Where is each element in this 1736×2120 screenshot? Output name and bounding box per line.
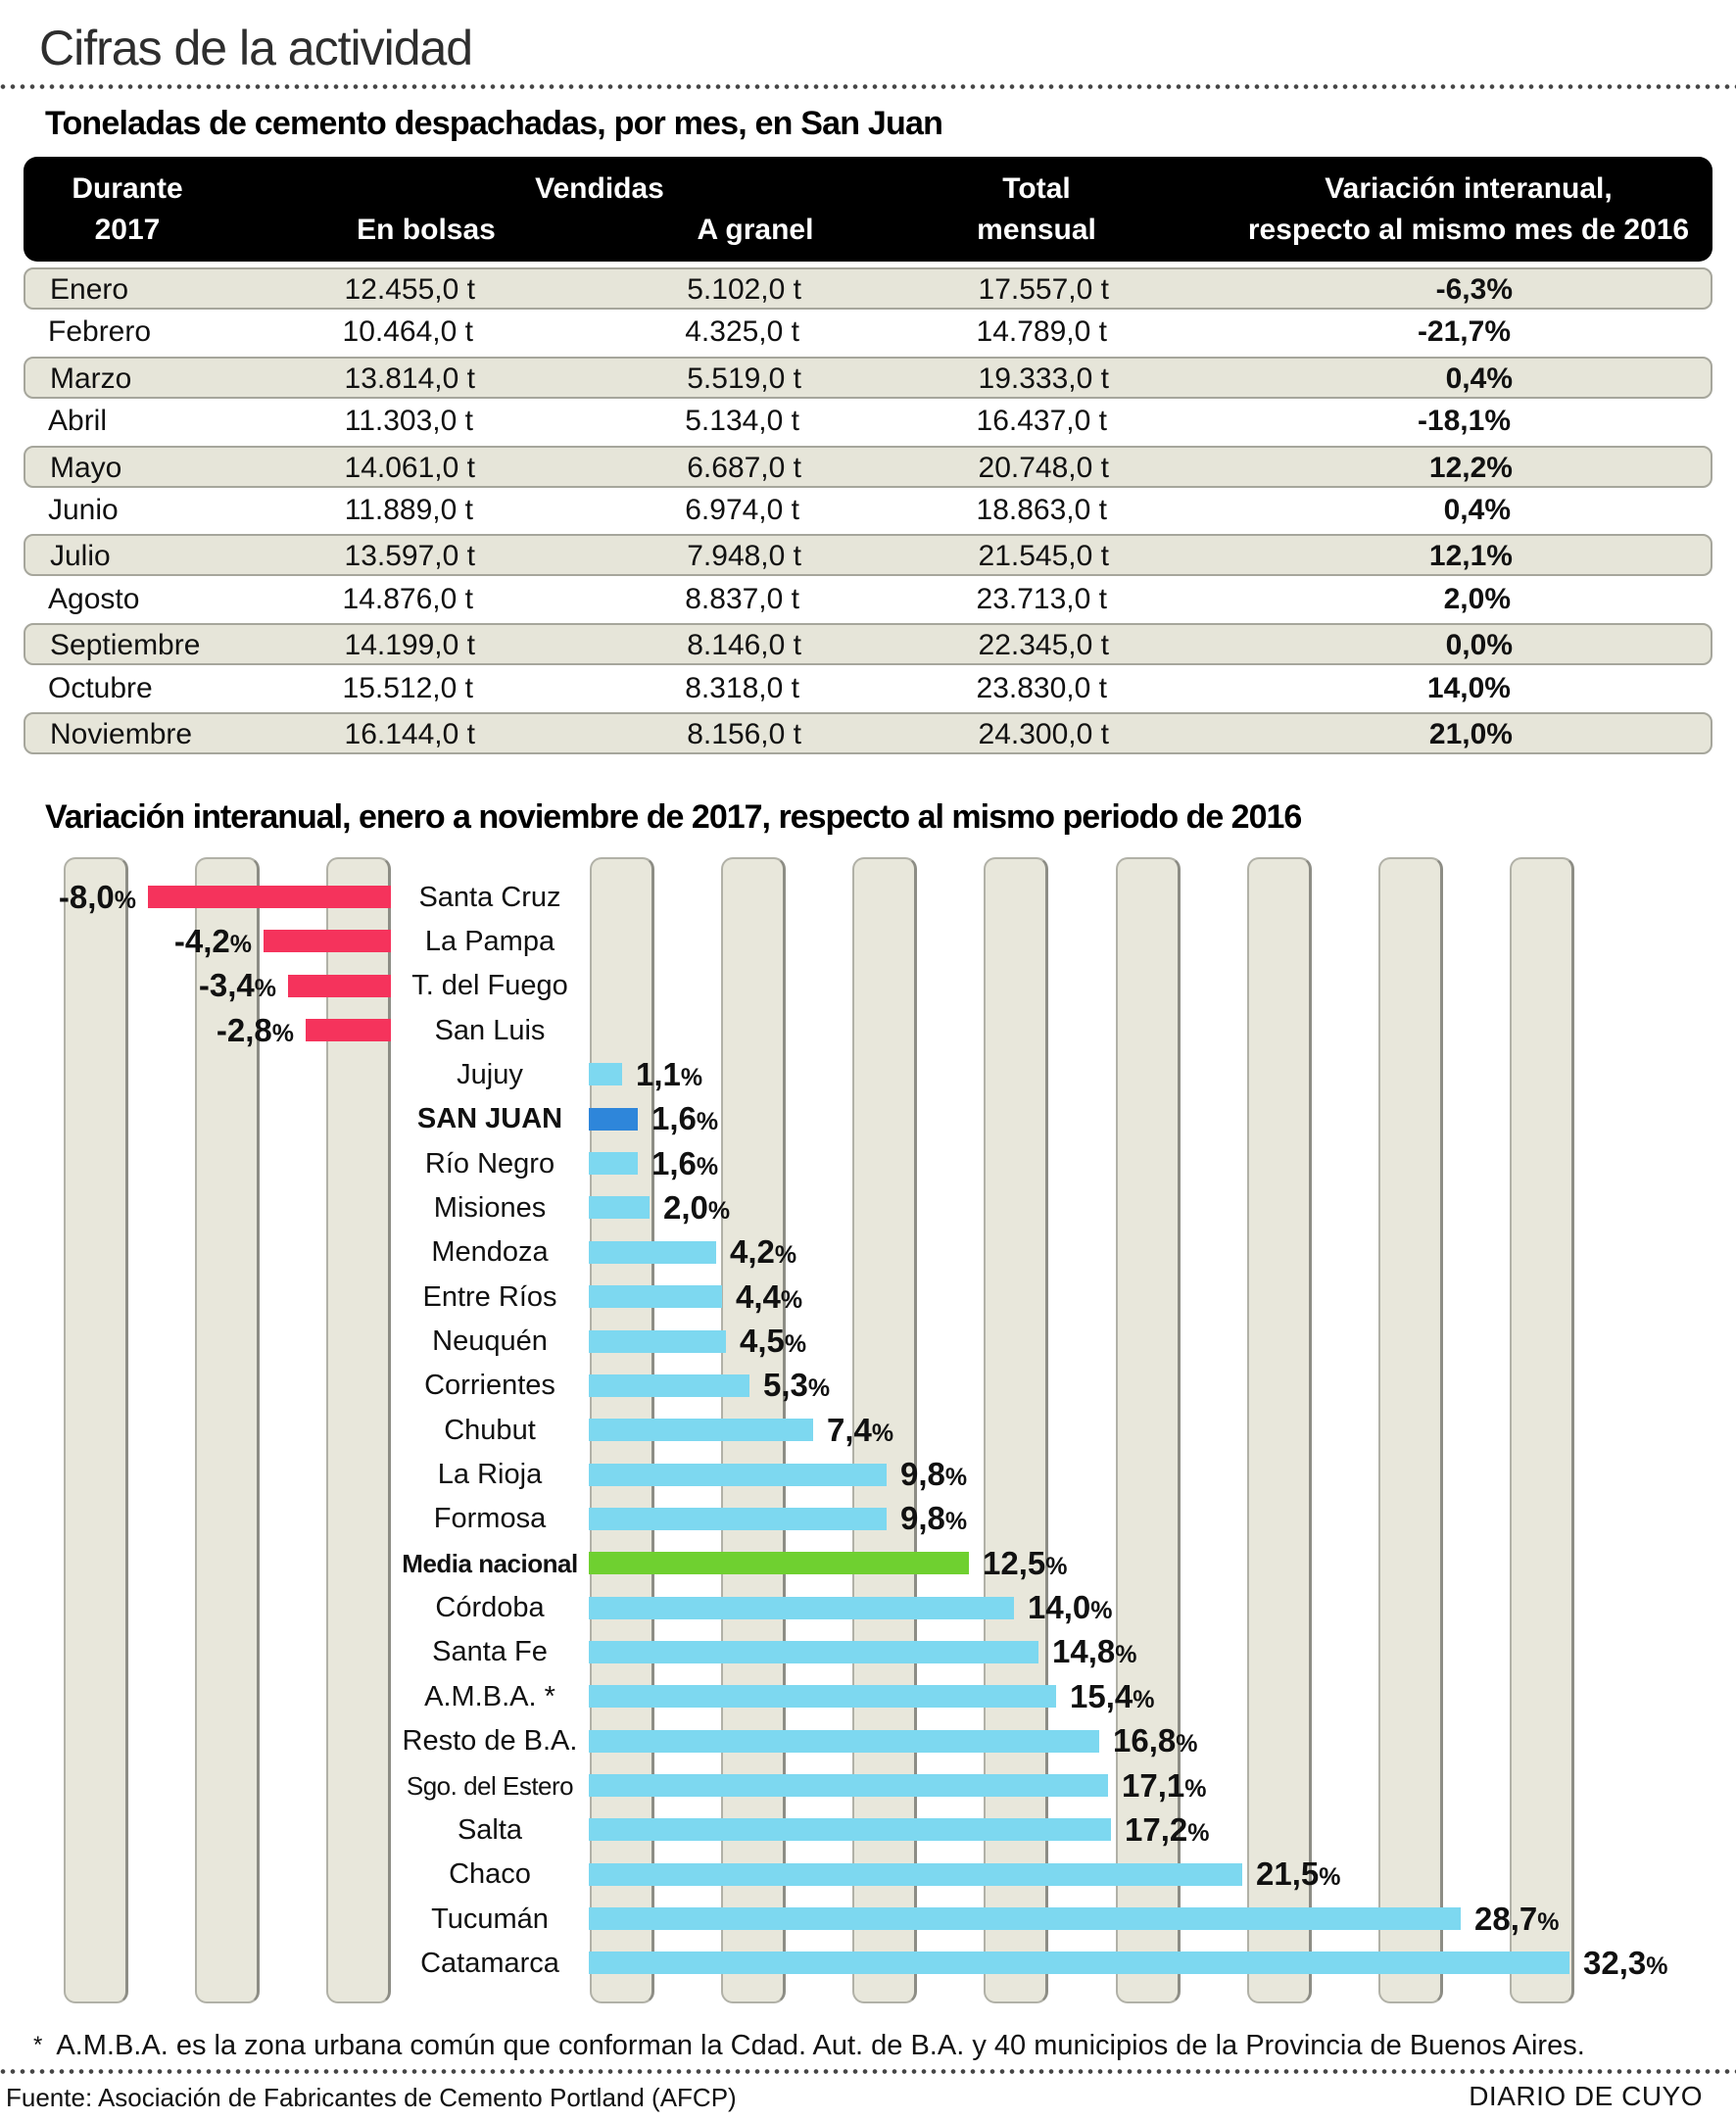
value-label (1070, 1676, 1154, 1720)
month-cell: Octubre (48, 672, 153, 704)
value-label (59, 877, 136, 921)
category-label: Entre Ríos (422, 1281, 557, 1313)
table-row-noviembre (24, 712, 1712, 754)
bar-salta (589, 1818, 1111, 1841)
month-cell: Julio (50, 540, 111, 572)
bulk-cell: 5.102,0 t (687, 273, 801, 306)
category-label: San Luis (434, 1015, 546, 1046)
bar-chaco (589, 1863, 1242, 1886)
percent-sign: % (944, 1508, 968, 1535)
value-number: 4,5 (740, 1323, 785, 1359)
bar-chubut (589, 1419, 813, 1441)
col-header-total: Total (1002, 172, 1071, 205)
value-label (730, 1231, 796, 1276)
bar-t-del-fuego (288, 975, 391, 997)
month-cell: Marzo (50, 362, 132, 395)
month-cell: Abril (48, 405, 108, 437)
value-number: 21,5 (1256, 1855, 1320, 1892)
yoy-cell: 12,1% (1428, 540, 1513, 572)
yoy-cell: 0,0% (1445, 629, 1513, 661)
bags-cell: 11.889,0 t (344, 494, 473, 526)
percent-sign: % (114, 887, 136, 914)
col-header-variacion-line2: respecto al mismo mes de 2016 (1247, 214, 1690, 246)
category-label: Tucumán (431, 1903, 549, 1935)
bar-chart (0, 857, 1736, 2005)
percent-sign: % (696, 1108, 719, 1135)
percent-sign: % (944, 1464, 968, 1491)
table-header (24, 157, 1712, 262)
value-label (174, 921, 252, 965)
category-label: Media nacional (402, 1549, 578, 1578)
yoy-cell: -6,3% (1435, 273, 1513, 306)
bar-sgo-del-estero (589, 1774, 1108, 1797)
percent-sign: % (696, 1153, 719, 1180)
yoy-cell: -18,1% (1417, 405, 1511, 437)
category-label: Resto de B.A. (402, 1725, 578, 1757)
footnote-text: A.M.B.A. es la zona urbana común que conforman la Cdad. Aut. de B.A. y 40 municipios de la Provincia de Buenos Aires. (56, 2030, 1585, 2061)
asterisk-icon: * (33, 2032, 43, 2059)
table-body (24, 267, 1712, 757)
bags-cell: 14.199,0 t (344, 629, 475, 661)
category-label: Santa Fe (432, 1636, 548, 1667)
bar-resto-de-b-a- (589, 1730, 1099, 1753)
bar-neuqu-n (589, 1330, 726, 1353)
bulk-cell: 8.837,0 t (685, 583, 799, 615)
percent-sign: % (1090, 1597, 1113, 1624)
yoy-cell: -21,7% (1417, 315, 1511, 348)
bar-media-nacional (589, 1552, 969, 1574)
value-number: 7,4 (827, 1412, 872, 1448)
yoy-cell: 21,0% (1428, 718, 1513, 750)
value-label (740, 1321, 806, 1365)
value-number: 14,0 (1028, 1589, 1091, 1625)
bar-jujuy (589, 1063, 622, 1085)
total-cell: 22.345,0 t (978, 629, 1109, 661)
percent-sign: % (780, 1286, 803, 1314)
percent-sign: % (774, 1241, 797, 1269)
category-label: SAN JUAN (416, 1103, 563, 1134)
value-label (1113, 1720, 1197, 1764)
category-label: Misiones (433, 1192, 547, 1224)
bags-cell: 14.061,0 t (344, 452, 475, 484)
value-label (983, 1543, 1067, 1587)
percent-sign: % (1319, 1863, 1341, 1891)
value-number: 1,6 (651, 1145, 697, 1181)
value-label (651, 1098, 718, 1142)
month-cell: Enero (50, 273, 129, 306)
total-cell: 16.437,0 t (976, 405, 1107, 437)
background-stripe (1247, 857, 1312, 2003)
value-label (1125, 1809, 1209, 1854)
percent-sign: % (254, 975, 276, 1002)
total-cell: 18.863,0 t (976, 494, 1107, 526)
bar-formosa (589, 1508, 887, 1530)
value-label (651, 1143, 718, 1187)
category-label: Río Negro (424, 1148, 555, 1180)
col-header-2017: 2017 (94, 214, 161, 246)
percent-sign: % (1176, 1730, 1198, 1758)
bar-santa-fe (589, 1641, 1038, 1663)
category-label: Formosa (433, 1503, 547, 1534)
total-cell: 23.713,0 t (976, 583, 1107, 615)
source-credit: Fuente: Asociación de Fabricantes de Cemento Portland (AFCP) (6, 2083, 737, 2112)
percent-sign: % (784, 1330, 807, 1358)
yoy-cell: 2,0% (1443, 583, 1511, 615)
bulk-cell: 8.156,0 t (687, 718, 801, 750)
total-cell: 21.545,0 t (978, 540, 1109, 572)
chart-title: Variación interanual, enero a noviembre de 2017, respecto al mismo periodo de 2016 (45, 798, 1302, 836)
percent-sign: % (1133, 1686, 1155, 1713)
bulk-cell: 7.948,0 t (687, 540, 801, 572)
table-row-marzo (24, 357, 1712, 399)
value-label (736, 1277, 802, 1321)
value-number: 12,5 (983, 1545, 1046, 1581)
percent-sign: % (807, 1374, 831, 1402)
bulk-cell: 4.325,0 t (685, 315, 799, 348)
bags-cell: 13.597,0 t (344, 540, 475, 572)
total-cell: 23.830,0 t (976, 672, 1107, 704)
month-cell: Septiembre (50, 629, 201, 661)
value-label (1122, 1765, 1206, 1809)
bar-corrientes (589, 1374, 749, 1397)
bar-r-o-negro (589, 1152, 638, 1175)
bar-misiones (589, 1196, 650, 1219)
category-label: Chaco (449, 1858, 531, 1890)
percent-sign: % (871, 1420, 894, 1447)
table-row-agosto (24, 579, 1712, 621)
bar-santa-cruz (148, 886, 391, 908)
category-label: Chubut (444, 1415, 536, 1446)
category-label: Salta (457, 1814, 523, 1846)
month-cell: Agosto (48, 583, 140, 615)
percent-sign: % (271, 1020, 294, 1047)
col-header-vendidas: Vendidas (535, 172, 664, 205)
value-number: 17,2 (1125, 1811, 1188, 1848)
value-label (217, 1010, 294, 1054)
percent-sign: % (1537, 1908, 1560, 1936)
yoy-cell: 12,2% (1428, 452, 1513, 484)
value-label (900, 1498, 967, 1542)
table-row-julio (24, 534, 1712, 576)
bags-cell: 14.876,0 t (342, 583, 473, 615)
value-label (663, 1187, 730, 1231)
yoy-cell: 0,4% (1445, 362, 1513, 395)
category-label: Sgo. del Estero (406, 1771, 574, 1801)
chart-footnote (33, 2030, 1585, 2062)
value-label (1474, 1899, 1559, 1943)
value-label (1583, 1943, 1667, 1987)
col-header-variacion-line1: Variación interanual, (1325, 172, 1613, 205)
value-number: 2,0 (663, 1189, 708, 1226)
table-row-mayo (24, 446, 1712, 488)
table-row-junio (24, 490, 1712, 532)
category-label: T. del Fuego (411, 970, 568, 1001)
value-label (1256, 1854, 1340, 1898)
bar-la-pampa (264, 930, 391, 952)
bags-cell: 11.303,0 t (344, 405, 473, 437)
bar-entre-r-os (589, 1285, 722, 1308)
value-number: 4,4 (736, 1278, 781, 1315)
value-number: 28,7 (1474, 1901, 1538, 1937)
category-label: Catamarca (420, 1948, 559, 1979)
table-title: Toneladas de cemento despachadas, por mes, en San Juan (45, 105, 943, 142)
dotted-divider-bottom (0, 2068, 1736, 2075)
value-number: -2,8 (216, 1012, 272, 1048)
bags-cell: 15.512,0 t (342, 672, 473, 704)
category-label: La Rioja (437, 1459, 543, 1490)
bulk-cell: 8.318,0 t (685, 672, 799, 704)
bulk-cell: 6.974,0 t (685, 494, 799, 526)
month-cell: Mayo (50, 452, 122, 484)
page-title: Cifras de la actividad (39, 21, 473, 75)
percent-sign: % (1115, 1641, 1137, 1668)
total-cell: 20.748,0 t (978, 452, 1109, 484)
percent-sign: % (1184, 1775, 1207, 1803)
value-number: 16,8 (1113, 1722, 1177, 1759)
col-header-en-bolsas: En bolsas (357, 214, 496, 246)
total-cell: 24.300,0 t (978, 718, 1109, 750)
background-stripe (1378, 857, 1443, 2003)
bar-mendoza (589, 1241, 716, 1264)
bulk-cell: 6.687,0 t (687, 452, 801, 484)
value-label (900, 1454, 967, 1498)
percent-sign: % (1045, 1553, 1068, 1580)
value-number: 32,3 (1583, 1945, 1647, 1981)
bags-cell: 16.144,0 t (344, 718, 475, 750)
col-header-durante: Durante (72, 172, 183, 205)
bags-cell: 12.455,0 t (344, 273, 475, 306)
bar-catamarca (589, 1951, 1569, 1974)
yoy-cell: 0,4% (1443, 494, 1511, 526)
bar-tucum-n (589, 1907, 1461, 1930)
value-label (827, 1410, 893, 1454)
percent-sign: % (707, 1197, 731, 1225)
bulk-cell: 8.146,0 t (687, 629, 801, 661)
value-number: 5,3 (763, 1367, 808, 1403)
col-header-a-granel: A granel (697, 214, 814, 246)
value-label (1052, 1631, 1136, 1675)
table-row-octubre (24, 668, 1712, 710)
category-label: Córdoba (435, 1592, 545, 1623)
month-cell: Febrero (48, 315, 152, 348)
value-number: 9,8 (900, 1500, 945, 1536)
value-number: 9,8 (900, 1456, 945, 1492)
category-label: A.M.B.A. * (424, 1681, 555, 1712)
value-label (1028, 1587, 1112, 1631)
category-label: Santa Cruz (418, 882, 561, 913)
bulk-cell: 5.134,0 t (685, 405, 799, 437)
percent-sign: % (680, 1064, 703, 1091)
value-number: -3,4 (198, 967, 255, 1003)
category-label: Corrientes (424, 1370, 555, 1401)
value-label (199, 965, 276, 1009)
background-stripe (1510, 857, 1574, 2003)
bar-san-juan (589, 1108, 638, 1131)
total-cell: 19.333,0 t (978, 362, 1109, 395)
value-number: 15,4 (1070, 1678, 1133, 1714)
bar-san-luis (306, 1019, 391, 1041)
percent-sign: % (1646, 1952, 1668, 1980)
dotted-divider-top (0, 83, 1736, 90)
value-number: 17,1 (1122, 1767, 1185, 1804)
table-row-septiembre (24, 623, 1712, 665)
month-cell: Noviembre (50, 718, 193, 750)
bar-c-rdoba (589, 1597, 1014, 1619)
month-cell: Junio (48, 494, 119, 526)
category-label: La Pampa (424, 926, 555, 957)
category-label: Mendoza (431, 1236, 549, 1268)
total-cell: 14.789,0 t (976, 315, 1107, 348)
bulk-cell: 5.519,0 t (687, 362, 801, 395)
background-stripe (64, 857, 128, 2003)
value-number: -8,0 (58, 879, 115, 915)
publisher-credit: DIARIO DE CUYO (1469, 2081, 1703, 2111)
value-number: -4,2 (173, 923, 230, 959)
bags-cell: 10.464,0 t (342, 315, 473, 348)
value-number: 14,8 (1052, 1633, 1116, 1669)
table-row-febrero (24, 312, 1712, 354)
total-cell: 17.557,0 t (978, 273, 1109, 306)
bags-cell: 13.814,0 t (344, 362, 475, 395)
table-row-enero (24, 267, 1712, 310)
percent-sign: % (229, 931, 252, 958)
value-label (763, 1365, 830, 1409)
table-row-abril (24, 401, 1712, 443)
percent-sign: % (1187, 1819, 1210, 1847)
bar-a-m-b-a- (589, 1685, 1056, 1708)
value-label (636, 1054, 702, 1098)
value-number: 4,2 (730, 1233, 775, 1270)
value-number: 1,1 (636, 1056, 681, 1092)
col-header-mensual: mensual (977, 214, 1096, 246)
category-label: Jujuy (457, 1059, 523, 1090)
value-number: 1,6 (651, 1100, 697, 1136)
category-label: Neuquén (432, 1325, 548, 1357)
yoy-cell: 14,0% (1426, 672, 1511, 704)
bar-la-rioja (589, 1464, 887, 1486)
